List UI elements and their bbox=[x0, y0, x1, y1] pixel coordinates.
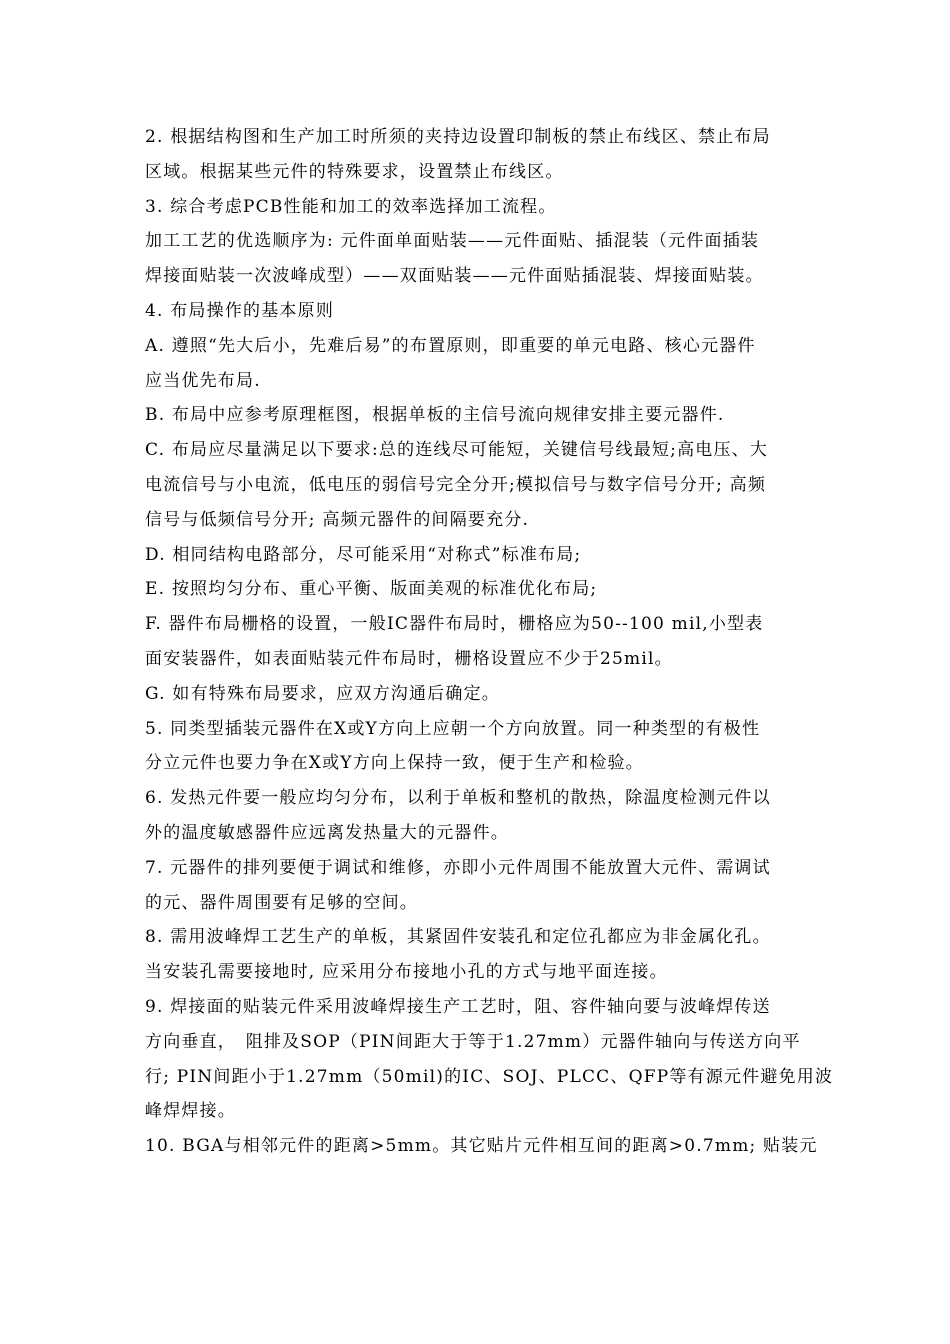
text-line: 9. 焊接面的贴装元件采用波峰焊接生产工艺时，阻、容件轴向要与波峰焊传送 bbox=[145, 996, 771, 1017]
text-line: 外的温度敏感器件应远离发热量大的元器件。 bbox=[145, 822, 509, 843]
text-line: 的元、器件周围要有足够的空间。 bbox=[145, 892, 418, 913]
text-line: 10. BGA与相邻元件的距离>5mm。其它贴片元件相互间的距离>0.7mm; 贴装元 bbox=[145, 1136, 818, 1157]
text-line: 加工工艺的优选顺序为: 元件面单面贴装——元件面贴、插混装（元件面插装 bbox=[145, 231, 760, 252]
text-line: 区域。根据某些元件的特殊要求，设置禁止布线区。 bbox=[145, 161, 564, 182]
text-line: 4. 布局操作的基本原则 bbox=[145, 300, 335, 321]
text-line: 行; PIN间距小于1.27mm（50mil)的IC、SOJ、PLCC、QFP等有源元件避免用波 bbox=[145, 1066, 834, 1087]
text-line: D. 相同结构电路部分，尽可能采用“对称式”标准布局; bbox=[145, 544, 582, 565]
text-line: 方向垂直， 阻排及SOP（PIN间距大于等于1.27mm）元器件轴向与传送方向平 bbox=[145, 1031, 801, 1052]
text-line: 5. 同类型插装元器件在X或Y方向上应朝一个方向放置。同一种类型的有极性 bbox=[145, 718, 761, 739]
text-line: 应当优先布局. bbox=[145, 370, 261, 391]
text-line: 焊接面贴装一次波峰成型）——双面贴装——元件面贴插混装、焊接面贴装。 bbox=[145, 266, 764, 287]
text-line: 3. 综合考虑PCB性能和加工的效率选择加工流程。 bbox=[145, 196, 557, 217]
text-line: 7. 元器件的排列要便于调试和维修，亦即小元件周围不能放置大元件、需调试 bbox=[145, 857, 771, 878]
text-line: C. 布局应尽量满足以下要求:总的连线尽可能短，关键信号线最短;高电压、大 bbox=[145, 440, 769, 461]
text-line: B. 布局中应参考原理框图，根据单板的主信号流向规律安排主要元器件. bbox=[145, 405, 725, 426]
text-line: 峰焊焊接。 bbox=[145, 1101, 236, 1122]
text-line: F. 器件布局栅格的设置，一般IC器件布局时，栅格应为50--100 mil,小型表 bbox=[145, 614, 764, 635]
text-line: 分立元件也要力争在X或Y方向上保持一致，便于生产和检验。 bbox=[145, 753, 644, 774]
text-line: 电流信号与小电流，低电压的弱信号完全分开;模拟信号与数字信号分开; 高频 bbox=[145, 474, 767, 495]
text-line: E. 按照均匀分布、重心平衡、版面美观的标准优化布局; bbox=[145, 579, 598, 600]
text-line: G. 如有特殊布局要求，应双方沟通后确定。 bbox=[145, 683, 500, 704]
text-line: 当安装孔需要接地时, 应采用分布接地小孔的方式与地平面连接。 bbox=[145, 962, 668, 983]
text-line: 2. 根据结构图和生产加工时所须的夹持边设置印制板的禁止布线区、禁止布局 bbox=[145, 127, 771, 147]
text-line: 8. 需用波峰焊工艺生产的单板，其紧固件安装孔和定位孔都应为非金属化孔。 bbox=[145, 927, 771, 948]
text-line: 信号与低频信号分开; 高频元器件的间隔要充分. bbox=[145, 509, 530, 530]
text-line: 6. 发热元件要一般应均匀分布，以利于单板和整机的散热，除温度检测元件以 bbox=[145, 788, 771, 809]
text-line: A. 遵照“先大后小，先难后易”的布置原则，即重要的单元电路、核心元器件 bbox=[145, 335, 756, 356]
text-line: 面安装器件，如表面贴装元件布局时，栅格设置应不少于25mil。 bbox=[145, 648, 673, 669]
